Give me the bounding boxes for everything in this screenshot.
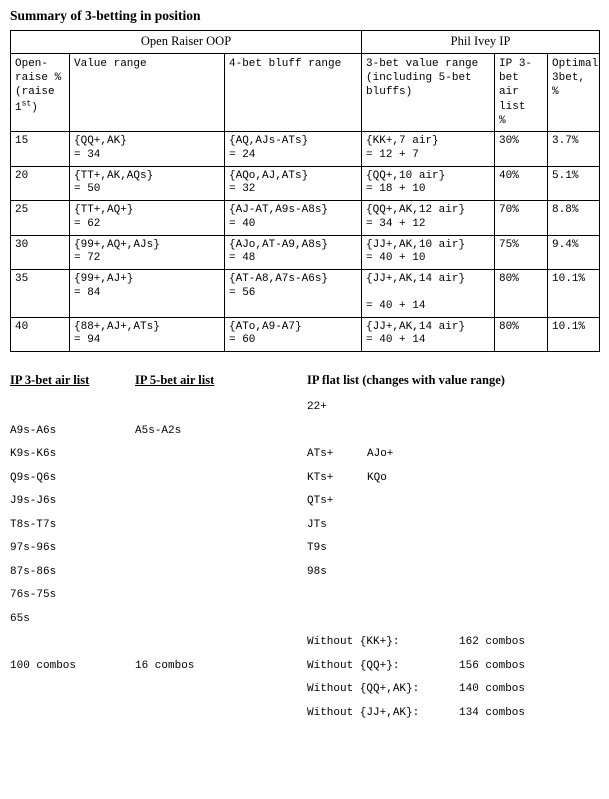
ip-5bet-air-list-heading: IP 5-bet air list — [135, 373, 215, 388]
column-header-4bet-bluff-range: 4-bet bluff range — [225, 53, 362, 131]
list-item — [135, 396, 300, 420]
cell-value-range-text: {TT+,AQ+} — [74, 204, 134, 217]
cell-3bet-value — [362, 235, 495, 270]
ip-3bet-air-list-heading: IP 3-bet air list — [10, 373, 90, 388]
list-item — [307, 514, 597, 538]
cell-optimal: 8.8% — [548, 201, 600, 236]
cell-air-pct: 75% — [495, 235, 548, 270]
list-item-left: JTs — [307, 518, 327, 531]
list-item-left: 22+ — [307, 401, 327, 414]
cell-4bet-bluff-text: {AQ,AJs-ATs} — [229, 135, 309, 148]
list-item — [307, 420, 597, 444]
list-item — [135, 537, 300, 561]
cell-3bet-combos: = 12 + 7 — [366, 148, 419, 161]
cell-air-pct: 70% — [495, 201, 548, 236]
column-header-3bet-value-line2: (including 5-bet — [366, 71, 472, 84]
ip-flat-list-heading: IP flat list (changes with value range) — [307, 373, 505, 388]
page-title: Summary of 3-betting in position — [10, 8, 201, 23]
cell-4bet-bluff-text: {ATo,A9-A7} — [229, 320, 302, 333]
without-label: Without {JJ+,AK}: — [307, 706, 420, 719]
column-header-3bet-value-line3: bluffs) — [366, 86, 413, 99]
column-header-open-raise — [11, 53, 70, 131]
cell-3bet-value — [362, 201, 495, 236]
cell-open-raise: 30 — [11, 235, 70, 270]
table-column-header-row — [11, 53, 600, 131]
without-row — [307, 631, 597, 655]
cell-value-range-text: {99+,AQ+,AJs} — [74, 238, 160, 251]
column-header-air-line2: air list — [499, 86, 526, 113]
cell-value-range — [70, 270, 225, 318]
cell-4bet-bluff — [225, 317, 362, 352]
table-row — [11, 235, 600, 270]
list-item: A5s-A2s — [135, 424, 182, 437]
cell-value-range — [70, 201, 225, 236]
cell-value-combos: = 50 — [74, 183, 101, 196]
without-row — [307, 678, 597, 702]
cell-value-range-text: {99+,AJ+} — [74, 273, 134, 286]
without-row — [307, 655, 597, 679]
cell-open-raise: 15 — [11, 132, 70, 167]
cell-air-pct: 80% — [495, 270, 548, 318]
column-header-air-line1: IP 3-bet — [499, 57, 533, 84]
list-item — [135, 467, 300, 491]
group-header-phil-ivey: Phil Ivey IP — [362, 31, 600, 54]
ip-5bet-air-total: 16 combos — [135, 659, 195, 672]
cell-open-raise: 25 — [11, 201, 70, 236]
list-item: T8s-T7s — [10, 518, 57, 531]
list-item-left: T9s — [307, 542, 327, 555]
list-item — [307, 608, 597, 632]
cell-optimal: 10.1% — [548, 317, 600, 352]
list-item: K9s-K6s — [10, 448, 57, 461]
cell-3bet-value-text: {KK+,7 air} — [366, 135, 439, 148]
list-item-right: KQo — [367, 471, 387, 484]
cell-value-range-text: {QQ+,AK} — [74, 135, 127, 148]
list-item: A9s-A6s — [10, 424, 57, 437]
cell-optimal: 5.1% — [548, 166, 600, 201]
cell-3bet-combos: = 34 + 12 — [366, 217, 426, 230]
list-item-left: 98s — [307, 565, 327, 578]
table-row — [11, 201, 600, 236]
cell-3bet-spacer — [366, 287, 490, 300]
cell-4bet-bluff-text: {AT-A8,A7s-A6s} — [229, 273, 329, 286]
cell-optimal: 9.4% — [548, 235, 600, 270]
ip-flat-list — [307, 370, 597, 725]
table-row — [11, 270, 600, 318]
cell-3bet-value-text: {JJ+,AK,14 air} — [366, 320, 466, 333]
list-item — [307, 584, 597, 608]
cell-value-range — [70, 166, 225, 201]
cell-3bet-value — [362, 132, 495, 167]
ip-5bet-air-list — [135, 370, 300, 678]
cell-value-combos: = 62 — [74, 217, 101, 230]
list-item — [307, 467, 597, 491]
cell-3bet-value-text: {JJ+,AK,14 air} — [366, 273, 466, 286]
cell-4bet-combos: = 40 — [229, 217, 256, 230]
cell-3bet-value-text: {QQ+,AK,12 air} — [366, 204, 466, 217]
group-header-open-raiser: Open Raiser OOP — [11, 31, 362, 54]
list-item — [307, 490, 597, 514]
cell-air-pct: 30% — [495, 132, 548, 167]
cell-4bet-combos: = 32 — [229, 183, 256, 196]
cell-4bet-bluff-text: {AQo,AJ,ATs} — [229, 169, 309, 182]
without-label: Without {QQ+,AK}: — [307, 683, 420, 696]
list-item — [307, 396, 597, 420]
cell-4bet-bluff — [225, 270, 362, 318]
cell-3bet-combos: = 40 + 14 — [366, 299, 426, 312]
list-item — [10, 631, 130, 655]
cell-air-pct: 80% — [495, 317, 548, 352]
cell-3bet-value-text: {JJ+,AK,10 air} — [366, 238, 466, 251]
list-item: 87s-86s — [10, 565, 57, 578]
list-item-left: QTs+ — [307, 495, 334, 508]
list-item — [135, 514, 300, 538]
without-label: Without {KK+}: — [307, 636, 400, 649]
column-header-open-raise-line3: (raise — [15, 86, 55, 99]
ip-3bet-air-list — [10, 370, 130, 678]
cell-4bet-bluff — [225, 132, 362, 167]
column-header-open-raise-line2: raise % — [15, 71, 62, 84]
list-item: 65s — [10, 612, 30, 625]
cell-value-combos: = 72 — [74, 252, 101, 265]
column-header-open-raise-line4: 1st) — [15, 99, 38, 115]
cell-4bet-bluff — [225, 201, 362, 236]
list-item — [135, 608, 300, 632]
table-row — [11, 166, 600, 201]
summary-table — [10, 30, 600, 352]
list-item-left: ATs+ — [307, 448, 334, 461]
cell-3bet-value — [362, 270, 495, 318]
list-item — [307, 561, 597, 585]
column-header-value-range: Value range — [70, 53, 225, 131]
cell-value-combos: = 94 — [74, 334, 101, 347]
list-item: 76s-75s — [10, 589, 57, 602]
cell-4bet-combos: = 48 — [229, 252, 256, 265]
cell-value-range — [70, 132, 225, 167]
cell-3bet-value — [362, 317, 495, 352]
list-item-left: KTs+ — [307, 471, 334, 484]
cell-4bet-combos: = 56 — [229, 286, 256, 299]
list-item — [135, 584, 300, 608]
list-item: Q9s-Q6s — [10, 471, 57, 484]
cell-optimal: 3.7% — [548, 132, 600, 167]
column-header-optimal-3bet — [548, 53, 600, 131]
without-combos: 134 combos — [459, 706, 526, 719]
cell-value-range-text: {88+,AJ+,ATs} — [74, 320, 160, 333]
cell-3bet-combos: = 18 + 10 — [366, 183, 426, 196]
column-header-optimal-line1: Optimal — [552, 57, 599, 70]
cell-3bet-combos: = 40 + 14 — [366, 334, 426, 347]
cell-value-range — [70, 235, 225, 270]
table-group-header-row — [11, 31, 600, 54]
cell-3bet-value-text: {QQ+,10 air} — [366, 169, 446, 182]
cell-open-raise: 20 — [11, 166, 70, 201]
column-header-3bet-value-range — [362, 53, 495, 131]
list-item: 97s-96s — [10, 542, 57, 555]
list-item-right: AJo+ — [367, 448, 394, 461]
list-item — [307, 443, 597, 467]
list-item — [135, 490, 300, 514]
without-row — [307, 702, 597, 726]
without-combos: 156 combos — [459, 659, 526, 672]
list-item: J9s-J6s — [10, 495, 57, 508]
column-header-ip-3bet-air-pct — [495, 53, 548, 131]
cell-open-raise: 35 — [11, 270, 70, 318]
cell-3bet-combos: = 40 + 10 — [366, 252, 426, 265]
column-header-air-line3: % — [499, 114, 506, 127]
list-item — [10, 396, 130, 420]
cell-4bet-bluff-text: {AJ-AT,A9s-A8s} — [229, 204, 329, 217]
ip-3bet-air-total: 100 combos — [10, 659, 77, 672]
cell-open-raise: 40 — [11, 317, 70, 352]
list-item — [135, 631, 300, 655]
cell-value-range-text: {TT+,AK,AQs} — [74, 169, 154, 182]
table-row — [11, 317, 600, 352]
table-row — [11, 132, 600, 167]
without-combos: 140 combos — [459, 683, 526, 696]
cell-4bet-bluff — [225, 166, 362, 201]
list-item — [135, 561, 300, 585]
cell-4bet-combos: = 60 — [229, 334, 256, 347]
cell-air-pct: 40% — [495, 166, 548, 201]
column-header-3bet-value-line1: 3-bet value range — [366, 57, 479, 70]
list-item — [135, 443, 300, 467]
list-item — [307, 537, 597, 561]
cell-value-combos: = 34 — [74, 148, 101, 161]
cell-value-combos: = 84 — [74, 286, 101, 299]
cell-3bet-value — [362, 166, 495, 201]
without-label: Without {QQ+}: — [307, 659, 400, 672]
cell-value-range — [70, 317, 225, 352]
column-header-open-raise-line1: Open- — [15, 57, 49, 70]
cell-4bet-combos: = 24 — [229, 148, 256, 161]
without-combos: 162 combos — [459, 636, 526, 649]
cell-optimal: 10.1% — [548, 270, 600, 318]
cell-4bet-bluff — [225, 235, 362, 270]
column-header-optimal-line2: 3bet, % — [552, 71, 586, 99]
cell-4bet-bluff-text: {AJo,AT-A9,A8s} — [229, 238, 329, 251]
